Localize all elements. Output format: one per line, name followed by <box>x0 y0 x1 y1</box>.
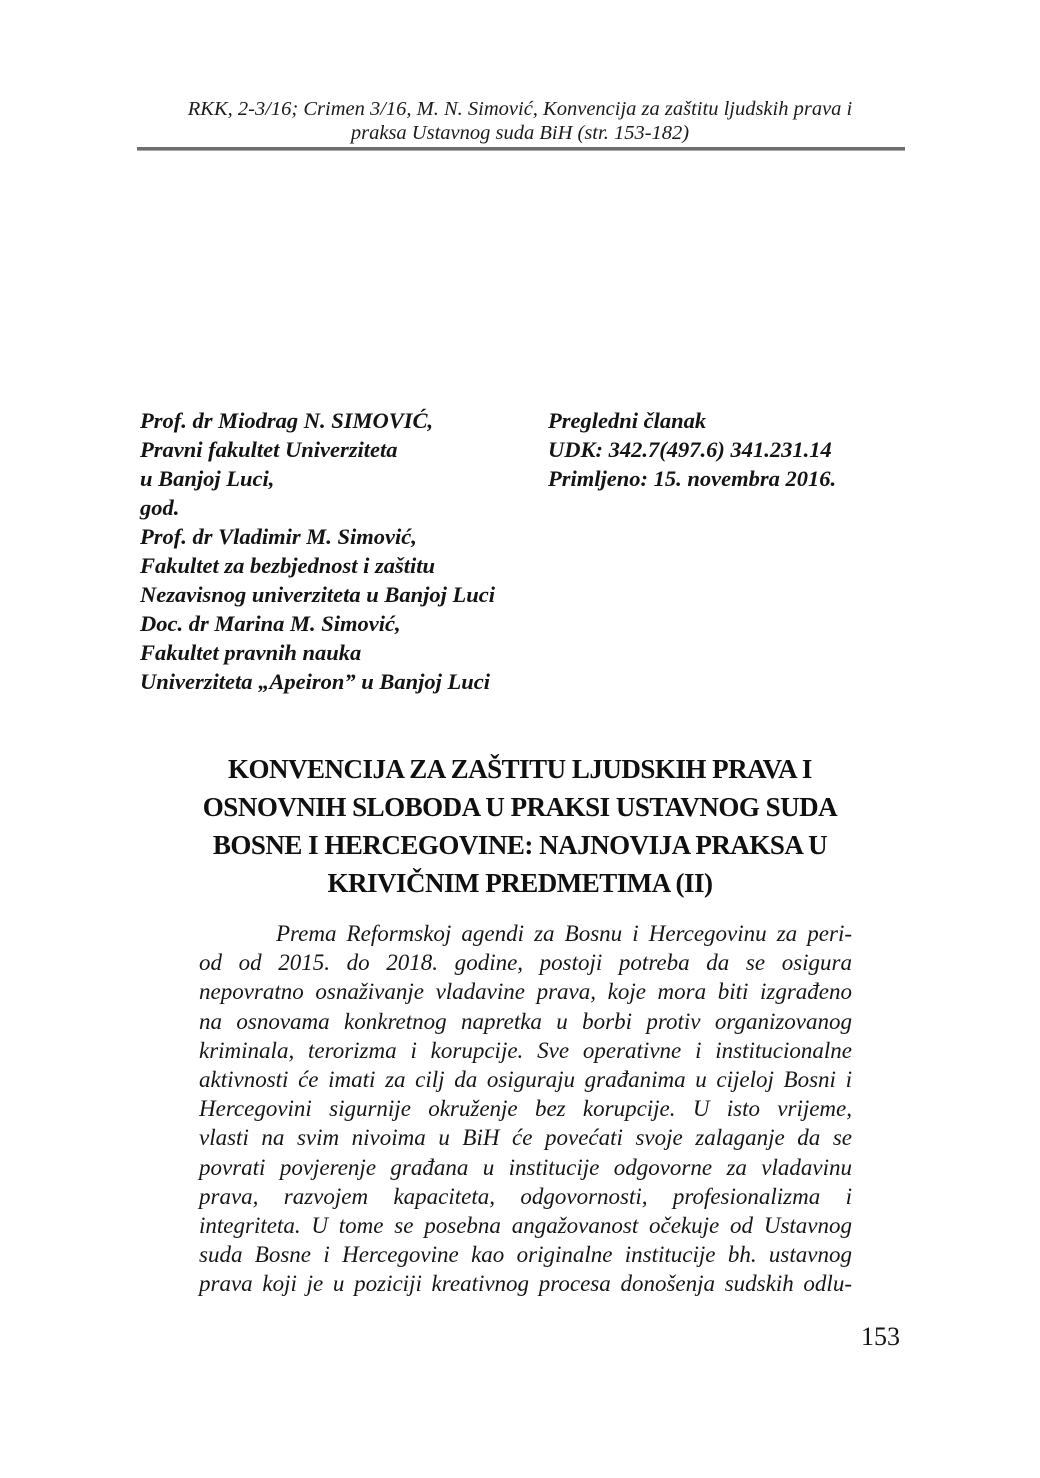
author-line: Fakultet za bezbjednost i zaštitu <box>140 553 436 578</box>
author-line: Pravni fakultet Univerziteta <box>140 437 398 462</box>
meta-line: Primljeno: 15. novembra 2016. <box>548 466 837 491</box>
abstract-line: suda Bosne i Hercegovine kao originalne institucije bh. ustavnog <box>199 1242 852 1268</box>
title-line: KRIVIČNIM PREDMETIMA (II) <box>327 868 713 898</box>
title-line: KONVENCIJA ZA ZAŠTITU LJUDSKIH PRAVA I <box>228 754 812 784</box>
author-line: Prof. dr Miodrag N. SIMOVIĆ, <box>140 408 434 433</box>
abstract-paragraph <box>199 919 852 1299</box>
title-line: OSNOVNIH SLOBODA U PRAKSI USTAVNOG SUDA <box>202 792 838 822</box>
header-rule <box>137 147 905 151</box>
abstract-line: aktivnosti će imati za cilj da osiguraju građanima u cijeloj Bosni i <box>199 1067 852 1093</box>
abstract-line: nepovratno osnaživanje vladavine prava, koje mora biti izgrađeno <box>199 979 852 1005</box>
meta-line: Pregledni članak <box>548 408 707 433</box>
byline-section <box>140 406 940 696</box>
article-title <box>100 750 940 902</box>
running-header-line1: RKK, 2-3/16; Crimen 3/16, M. N. Simović, Konvencija za zaštitu ljudskih prava i <box>187 98 853 120</box>
article-meta-block <box>548 406 940 696</box>
abstract-line: prava koji je u poziciji kreativnog procesa donošenja sudskih odlu- <box>199 1271 852 1297</box>
author-block <box>140 406 548 696</box>
author-line: god. <box>140 495 180 520</box>
abstract-line: vlasti na svim nivoima u BiH će povećati svoje zalaganje da se <box>199 1125 852 1151</box>
abstract-line: na osnovama konkretnog napretka u borbi protiv organizovanog <box>199 1008 852 1034</box>
abstract-line: od od 2015. do 2018. godine, postoji potreba da se osigura <box>199 950 852 976</box>
author-line: u Banjoj Luci, <box>140 466 275 491</box>
abstract-line: kriminala, terorizma i korupcije. Sve operativne i institucionalne <box>199 1037 852 1063</box>
author-line: Nezavisnog univerziteta u Banjoj Luci <box>140 582 496 607</box>
abstract-line: prava, razvojem kapaciteta, odgovornosti, profesionalizma i <box>199 1183 852 1209</box>
running-header-line2: praksa Ustavnog suda BiH (str. 153-182) <box>350 122 690 144</box>
author-line: Doc. dr Marina M. Simović, <box>140 611 401 636</box>
title-line: BOSNE I HERCEGOVINE: NAJNOVIJA PRAKSA U <box>212 830 828 860</box>
abstract-line: Prema Reformskoj agendi za Bosnu i Hercegovinu za peri- <box>276 921 852 946</box>
page-number: 153 <box>861 1322 900 1351</box>
author-line: Fakultet pravnih nauka <box>140 640 362 665</box>
abstract-line: integriteta. U tome se posebna angažovanost očekuje od Ustavnog <box>199 1213 852 1239</box>
author-line: Univerziteta „Apeiron” u Banjoj Luci <box>140 669 491 694</box>
author-line: Prof. dr Vladimir M. Simović, <box>140 524 417 549</box>
running-header <box>80 97 960 145</box>
abstract-line: Hercegovini sigurnije okruženje bez korupcije. U isto vrijeme, <box>199 1096 852 1122</box>
abstract-line: povrati povjerenje građana u institucije odgovorne za vladavinu <box>199 1154 852 1180</box>
meta-line: UDK: 342.7(497.6) 341.231.14 <box>548 437 832 462</box>
